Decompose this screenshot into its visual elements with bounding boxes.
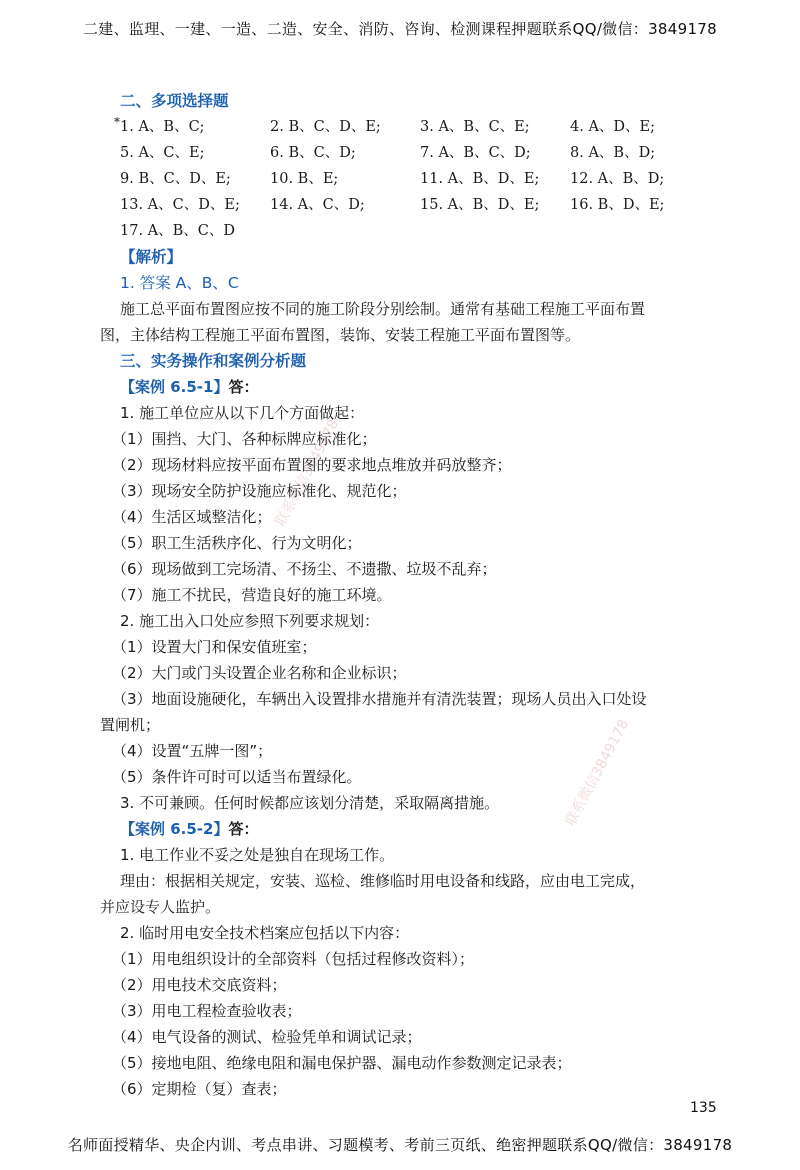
answer-item (420, 218, 570, 244)
answer-item (570, 218, 720, 244)
case2-lines-line: （5）接地电阻、绝缘电阻和漏电保护器、漏电动作参数测定记录表； (112, 1054, 572, 1072)
case2-header (120, 816, 720, 842)
case1-header (120, 374, 720, 400)
answer-item (270, 192, 420, 218)
case1-lines-line: 2. 施工出入口处应参照下列要求规划： (120, 612, 380, 630)
answer-row (120, 218, 720, 244)
answer-item (270, 114, 420, 140)
watermark-1: 联系微信3849178 (272, 416, 343, 529)
answer-row (120, 166, 720, 192)
answer-item (114, 114, 270, 140)
answer-row (120, 140, 720, 166)
case1-lines-line: （6）现场做到工完场清、不扬尘、不遗撒、垃圾不乱弃； (112, 560, 497, 578)
answer-text: 2. B、C、D、E; (270, 119, 381, 135)
answer-text: 12. A、B、D; (570, 171, 665, 187)
case1-answer-suffix: 答： (228, 378, 259, 396)
case2-lines-line: （4）电气设备的测试、检验凭单和调试记录； (112, 1028, 422, 1046)
case1-body (100, 400, 720, 816)
analysis-text-line-1: 施工总平面布置图应按不同的施工阶段分别绘制。通常有基础工程施工平面布置 (120, 300, 646, 318)
case1-lines-line: （3）现场安全防护设施应标准化、规范化； (112, 482, 407, 500)
case1-lines-line: （2）大门或门头设置企业名称和企业标识； (112, 664, 407, 682)
answer-text: 13. A、C、D、E; (120, 197, 240, 213)
answer-text: 1. A、B、C; (120, 119, 205, 135)
case1-label: 【案例 6.5-1】 (120, 378, 229, 396)
answer-item (120, 218, 270, 244)
answer-grid (114, 114, 720, 244)
case1-lines-line: （7）施工不扰民，营造良好的施工环境。 (112, 586, 392, 604)
answer-item (570, 166, 720, 192)
answer-item (270, 166, 420, 192)
answer-text: 17. A、B、C、D (120, 223, 236, 239)
case2-lines-line: 理由：根据相关规定，安装、巡检、维修临时用电设备和线路，应由电工完成， (120, 872, 646, 890)
case2-body (100, 842, 720, 1102)
answer-item (120, 166, 270, 192)
answer-item (420, 140, 570, 166)
case1-lines-line: 1. 施工单位应从以下几个方面做起： (120, 404, 365, 422)
answer-text: 16. B、D、E; (570, 197, 665, 213)
case1-lines-line: （4）生活区域整洁化； (112, 508, 272, 526)
case1-lines-line: （4）设置“五牌一图”； (112, 742, 273, 760)
answer-text: 7. A、B、C、D; (420, 145, 531, 161)
answer-text: 3. A、B、C、E; (420, 119, 530, 135)
case1-lines-line: （5）条件许可时可以适当布置绿化。 (112, 768, 362, 786)
case2-label: 【案例 6.5-2】 (120, 820, 229, 838)
answer-item (120, 192, 270, 218)
case1-lines-line: （5）职工生活秩序化、行为文明化； (112, 534, 362, 552)
case2-lines-line: 2. 临时用电安全技术档案应包括以下内容： (120, 924, 410, 942)
answer-item (420, 114, 570, 140)
analysis-label: 【解析】 (120, 248, 183, 266)
page-content (100, 88, 720, 1102)
answer-text: 11. A、B、D、E; (420, 171, 540, 187)
answer-text: 15. A、B、D、E; (420, 197, 540, 213)
answer-item (270, 218, 420, 244)
answer-item (570, 114, 720, 140)
bottom-banner: 名师面授精华、央企内训、考点串讲、习题模考、考前三页纸、绝密押题联系QQ/微信：3849178 (67, 1136, 733, 1154)
answer-row (120, 192, 720, 218)
case2-lines-line: 并应设专人监护。 (100, 898, 221, 916)
answer-text: 8. A、B、D; (570, 145, 656, 161)
analysis-answer: 1. 答案 A、B、C (120, 274, 239, 292)
answer-text: 14. A、C、D; (270, 197, 365, 213)
answer-item (120, 140, 270, 166)
case2-lines-line: （3）用电工程检查验收表； (112, 1002, 302, 1020)
watermark-2: 联系微信3849178 (562, 716, 633, 829)
answer-item (270, 140, 420, 166)
answer-text: 4. A、D、E; (570, 119, 656, 135)
case2-lines-line: （2）用电技术交底资料； (112, 976, 287, 994)
answer-text: 10. B、E; (270, 171, 339, 187)
case1-lines-line: （1）设置大门和保安值班室； (112, 638, 317, 656)
analysis-text-line-2: 图，主体结构工程施工平面布置图，装饰、安装工程施工平面布置图等。 (100, 326, 581, 344)
case1-lines-line: （3）地面设施硬化，车辆出入设置排水措施并有清洗装置；现场人员出入口处设 (112, 690, 647, 708)
answer-item (570, 192, 720, 218)
case2-lines-line: （1）用电组织设计的全部资料（包括过程修改资料）； (112, 950, 475, 968)
answer-text: 6. B、C、D; (270, 145, 356, 161)
case1-lines-line: 置闸机； (100, 716, 161, 734)
answer-row (114, 114, 720, 140)
case1-lines-line: （1）围挡、大门、各种标牌应标准化； (112, 430, 377, 448)
answer-item (420, 166, 570, 192)
top-banner: 二建、监理、一建、一造、二造、安全、消防、咨询、检测课程押题联系QQ/微信：3849178 (83, 20, 717, 38)
case2-lines-line: （6）定期检（复）查表； (112, 1080, 287, 1098)
answer-text: 5. A、C、E; (120, 145, 205, 161)
case1-lines-line: 3. 不可兼顾。任何时候都应该划分清楚，采取隔离措施。 (120, 794, 500, 812)
answer-item (420, 192, 570, 218)
answer-star-mark: * (114, 115, 120, 129)
answer-item (570, 140, 720, 166)
case2-answer-suffix: 答： (228, 820, 259, 838)
case2-lines-line: 1. 电工作业不妥之处是独自在现场工作。 (120, 846, 395, 864)
answer-text: 9. B、C、D、E; (120, 171, 231, 187)
section-case-heading: 三、实务操作和案例分析题 (120, 352, 307, 370)
section-multi-heading: 二、多项选择题 (120, 92, 229, 110)
case1-lines-line: （2）现场材料应按平面布置图的要求地点堆放并码放整齐； (112, 456, 512, 474)
page-number: 135 (690, 1100, 717, 1116)
